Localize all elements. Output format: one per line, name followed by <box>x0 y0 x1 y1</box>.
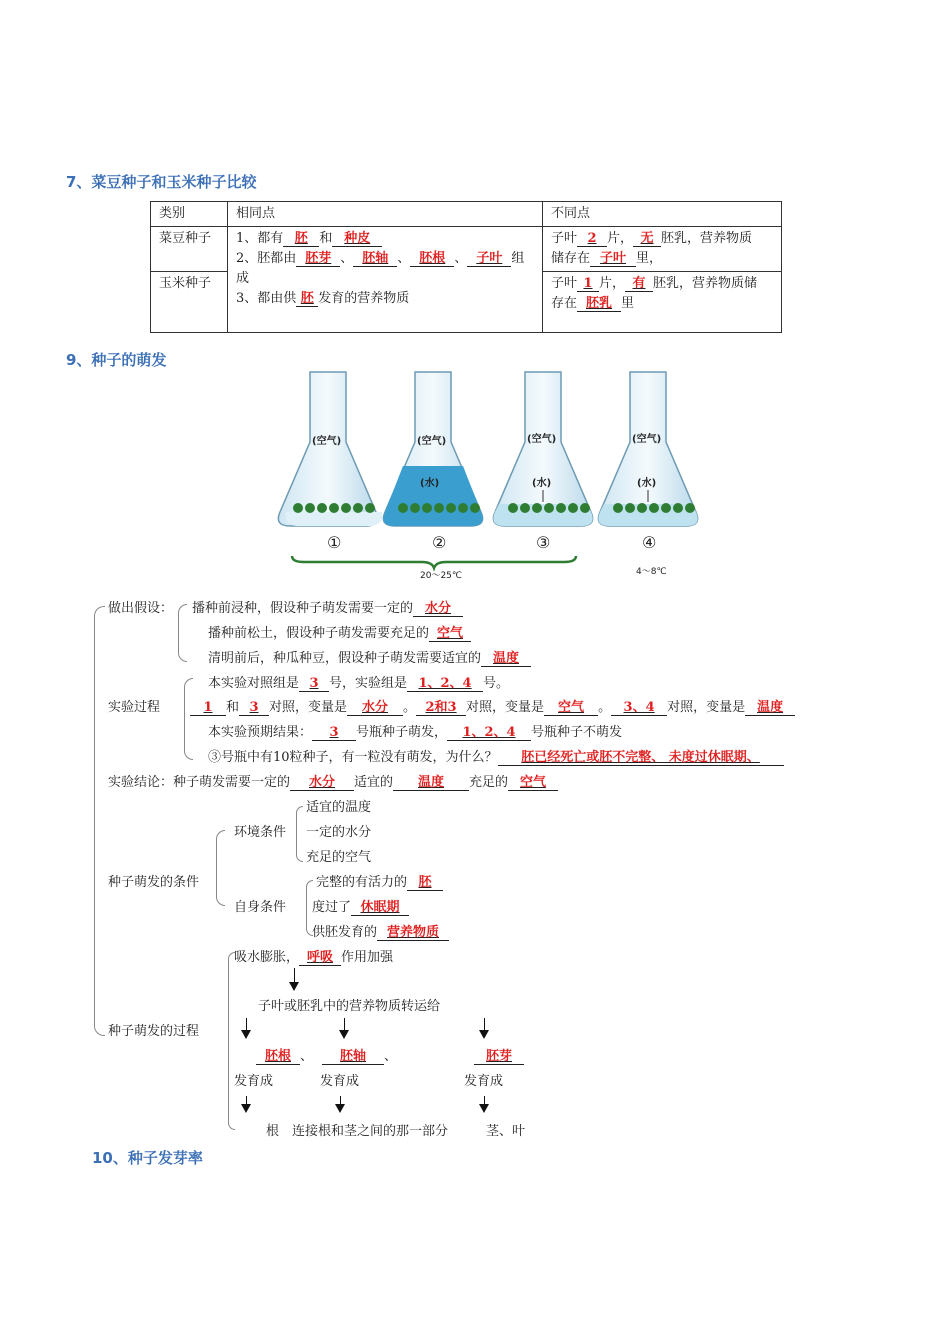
answer: 3、4 <box>623 700 655 715</box>
table-header: 相同点 <box>228 202 543 227</box>
process-step-2: 子叶或胚乳中的营养物质转运给 <box>258 999 441 1014</box>
experiment-brace <box>184 678 193 760</box>
same-line-3: 3、都由供 胚 发育的营养物质 <box>236 291 410 306</box>
air-label: (空气) <box>312 436 342 447</box>
answer: 水分 <box>362 700 389 715</box>
temp-label-2: 4～8℃ <box>636 567 667 577</box>
hypothesis-line-1: 播种前浸种，假设种子萌发需要一定的 水分 <box>192 600 463 618</box>
flask-number: ② <box>432 533 447 552</box>
answer: 呼吸 <box>307 950 334 965</box>
same-line-2: 2、胚都由 胚芽 、 胚轴 、 胚根 、 子叶 组成 <box>236 251 525 286</box>
section-10-heading: 10、种子发芽率 <box>92 1149 203 1167</box>
answer: 营养物质 <box>387 925 440 940</box>
row-label-corn: 玉米种子 <box>151 272 228 333</box>
hypothesis-line-3: 清明前后，种瓜种豆，假设种子萌发需要适宜的 温度 <box>208 650 531 668</box>
self-item: 度过了 休眠期 <box>312 899 409 917</box>
water-label: (水) <box>532 478 552 489</box>
arrow-line <box>246 1018 247 1030</box>
same-line-1: 1、都有 胚 和 种皮 <box>236 229 534 249</box>
outer-brace <box>94 606 105 1036</box>
answer: 胚 <box>418 875 432 890</box>
experiment-line-2: 1 和 3 对照，变量是 水分 。 2和3 对照，变量是 空气 。 3、4 对照，变量是 温度 <box>190 699 795 717</box>
outcome-root: 根 <box>266 1124 280 1139</box>
env-brace <box>296 806 303 862</box>
answer: 空气 <box>520 775 547 790</box>
answer: 胚轴 <box>339 1049 366 1064</box>
answer: 休眠期 <box>360 900 400 915</box>
experiment-line-1: 本实验对照组是 3 号，实验组是 1、2、4 号。 <box>208 676 510 691</box>
outcome-bud: 茎、叶 <box>486 1124 526 1139</box>
conditions-brace <box>216 830 225 906</box>
arrow-line <box>344 1018 345 1030</box>
air-label: (空气) <box>632 434 662 445</box>
answer: 空气 <box>558 700 585 715</box>
diff-bean-cell: 子叶 2 片， 无 胚乳，营养物质 储存在 子叶 里， <box>543 227 782 272</box>
answer: 水分 <box>309 775 336 790</box>
answer: 胚根 <box>419 251 446 266</box>
air-label: (空气) <box>417 436 447 447</box>
answer: 胚 <box>294 231 308 246</box>
answer: 胚已经死亡或胚不完整、 未度过休眠期、 <box>521 750 760 765</box>
process-parts: 胚轴 、 <box>322 1048 397 1066</box>
experiment-label: 实验过程 <box>108 700 161 715</box>
answer: 无 <box>640 231 654 246</box>
seed-comparison-table <box>150 201 782 333</box>
answer: 温度 <box>418 775 445 790</box>
answer: 2和3 <box>425 700 457 715</box>
arrow-line <box>484 1018 485 1030</box>
hypothesis-line-2: 播种前松土，假设种子萌发需要充足的 空气 <box>208 625 471 643</box>
self-item: 完整的有活力的 胚 <box>316 874 443 892</box>
flask-3 <box>493 372 592 526</box>
answer: 胚根 <box>264 1049 291 1064</box>
answer: 胚 <box>300 291 314 306</box>
develops-into: 发育成 <box>234 1074 274 1089</box>
table-header-row <box>151 202 782 227</box>
same-points-cell <box>228 227 543 333</box>
env-item: 一定的水分 <box>306 825 372 840</box>
water-label: (水) <box>637 478 657 489</box>
answer: 1 <box>203 700 213 715</box>
answer: 空气 <box>437 626 464 641</box>
env-item: 充足的空气 <box>306 850 372 865</box>
process-parts <box>474 1048 524 1066</box>
answer: 温度 <box>757 700 784 715</box>
answer: 子叶 <box>476 251 503 266</box>
answer: 胚芽 <box>485 1049 512 1064</box>
flask-1 <box>278 372 382 526</box>
self-conditions-label: 自身条件 <box>234 900 287 915</box>
down-arrow-icon <box>335 1104 345 1113</box>
answer: 胚芽 <box>305 251 332 266</box>
answer: 3 <box>249 700 259 715</box>
flask-number: ① <box>327 533 342 552</box>
answer: 温度 <box>493 651 520 666</box>
down-arrow-icon <box>241 1030 251 1039</box>
down-arrow-icon <box>479 1030 489 1039</box>
table-row <box>151 227 782 272</box>
flask-4 <box>598 372 697 526</box>
temp-label-1: 20～25℃ <box>420 571 463 581</box>
develops-into: 发育成 <box>464 1074 504 1089</box>
hypothesis-brace <box>178 604 187 662</box>
hypothesis-label: 做出假设： <box>108 601 174 616</box>
answer: 子叶 <box>600 251 627 266</box>
answer: 胚轴 <box>362 251 389 266</box>
answer: 水分 <box>425 601 452 616</box>
water-label: (水) <box>420 478 440 489</box>
table-header: 不同点 <box>543 202 782 227</box>
flask-number: ④ <box>642 533 657 552</box>
env-conditions-label: 环境条件 <box>234 825 287 840</box>
process-brace <box>228 952 235 1130</box>
flask-2 <box>383 372 482 526</box>
answer: 胚乳 <box>586 296 613 311</box>
process-label: 种子萌发的过程 <box>108 1024 200 1039</box>
down-arrow-icon <box>289 982 299 991</box>
experiment-line-4: ③号瓶中有10粒种子，有一粒没有萌发，为什么？ 胚已经死亡或胚不完整、 未度过休眠期、 <box>208 749 784 767</box>
process-step-1: 吸水膨胀， 呼吸 作用加强 <box>234 950 394 965</box>
diff-corn-cell: 子叶 1 片， 有 胚乳，营养物质储 存在 胚乳 里 <box>543 272 782 333</box>
down-arrow-icon <box>479 1104 489 1113</box>
answer: 2 <box>587 231 597 246</box>
develops-into: 发育成 <box>320 1074 360 1089</box>
self-item: 供胚发育的 营养物质 <box>312 924 449 942</box>
env-item: 适宜的温度 <box>306 800 372 815</box>
answer: 3 <box>329 725 339 740</box>
down-arrow-icon <box>241 1104 251 1113</box>
outcome-stem: 连接根和茎之间的那一部分 <box>292 1124 449 1139</box>
table-header: 类别 <box>151 202 228 227</box>
process-parts: 胚根 、 <box>256 1048 313 1066</box>
answer: 1 <box>583 276 593 291</box>
conclusion-line: 实验结论：种子萌发需要一定的 水分 适宜的 温度 充足的 空气 <box>108 774 558 792</box>
conditions-label: 种子萌发的条件 <box>108 875 200 890</box>
germination-flasks-figure <box>270 364 710 586</box>
down-arrow-icon <box>339 1030 349 1039</box>
section-9-heading: 9、种子的萌发 <box>66 351 167 369</box>
row-label-bean: 菜豆种子 <box>151 227 228 272</box>
experiment-line-3: 本实验预期结果： 3 号瓶种子萌发， 1、2、4 号瓶种子不萌发 <box>208 725 623 740</box>
answer: 有 <box>632 276 646 291</box>
answer: 1、2、4 <box>462 725 516 740</box>
answer: 1、2、4 <box>418 676 472 691</box>
answer: 3 <box>309 676 319 691</box>
section-7-heading: 7、菜豆种子和玉米种子比较 <box>66 173 257 191</box>
answer: 种皮 <box>344 231 371 246</box>
air-label: (空气) <box>527 434 557 445</box>
flask-number: ③ <box>536 533 551 552</box>
